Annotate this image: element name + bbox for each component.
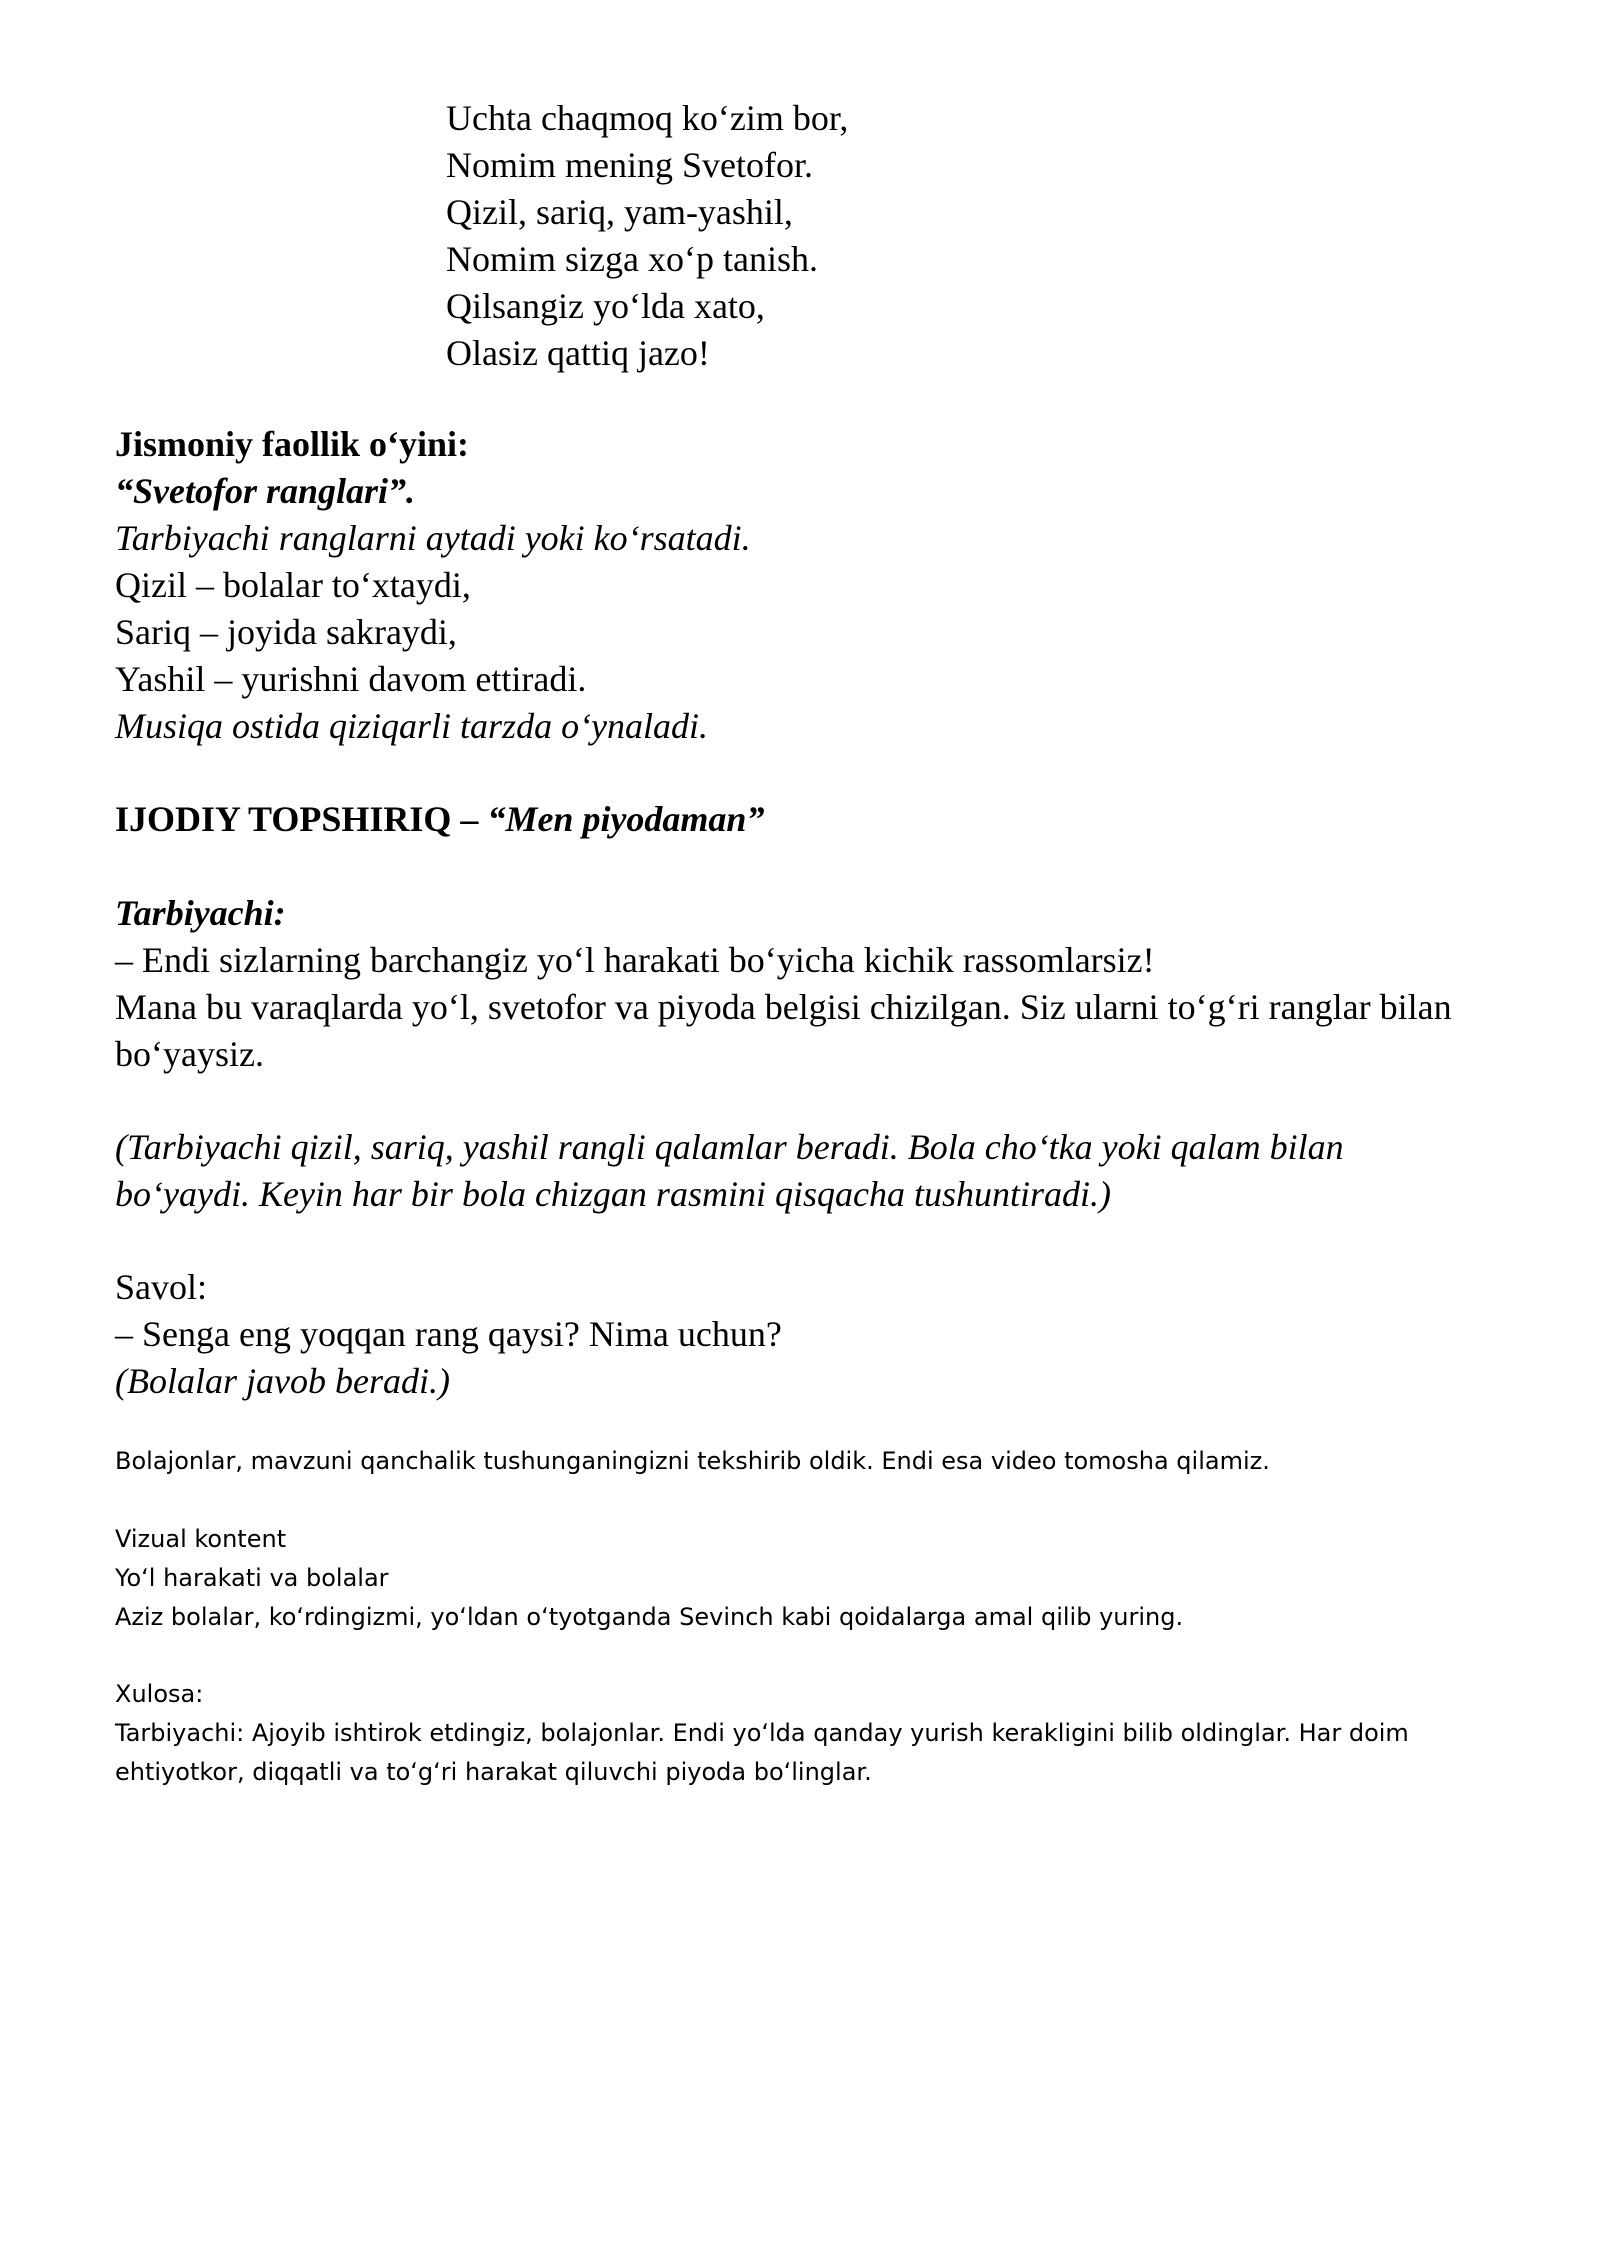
visual-text: Aziz bolalar, koʻrdingizmi, yoʻldan oʻtyotganda Sevinch kabi qoidalarga amal qilib yuring. xyxy=(115,1603,1184,1631)
visual-section xyxy=(115,1520,1535,1637)
question-answer: (Bolalar javob beradi.) xyxy=(115,1361,450,1401)
question-section xyxy=(115,1264,1535,1405)
poem-line: Uchta chaqmoq koʻzim bor, xyxy=(446,98,849,138)
visual-label: Vizual kontent xyxy=(115,1525,287,1553)
summary-label: Xulosa: xyxy=(115,1680,204,1708)
game-rule: Qizil – bolalar toʻxtaydi, xyxy=(115,565,471,605)
summary-text: Tarbiyachi: Ajoyib ishtirok etdingiz, bolajonlar. Endi yoʻlda qanday yurish kerakligini bilib oldinglar. Har doim ehtiyotkor, diqqatli va toʻgʻri harakat qiluvchi piyoda boʻlinglar. xyxy=(115,1719,1409,1786)
instruction xyxy=(115,1124,1475,1218)
game-heading: Jismoniy faollik oʻyini: xyxy=(115,424,470,464)
poem-line: Nomim mening Svetofor. xyxy=(446,145,813,185)
teacher-section xyxy=(115,890,1555,1078)
teacher-line: Mana bu varaqlarda yoʻl, svetofor va piyoda belgisi chizilgan. Siz ularni toʻgʻri ranglar bilan boʻyaysiz. xyxy=(115,987,1452,1074)
instruction-text: (Tarbiyachi qizil, sariq, yashil rangli qalamlar beradi. Bola choʻtka yoki qalam bilan boʻyaydi. Keyin har bir bola chizgan rasmini qisqacha tushuntiradi.) xyxy=(115,1127,1344,1214)
visual-title: Yoʻl harakati va bolalar xyxy=(115,1564,389,1592)
game-rule: Yashil – yurishni davom ettiradi. xyxy=(115,659,587,699)
teacher-line: – Endi sizlarning barchangiz yoʻl harakati boʻyicha kichik rassomlarsiz! xyxy=(115,940,1155,980)
game-rule: Sariq – joyida sakraydi, xyxy=(115,612,457,652)
question-text: – Senga eng yoqqan rang qaysi? Nima uchun? xyxy=(115,1314,782,1354)
poem-line: Olasiz qattiq jazo! xyxy=(446,333,710,373)
game-intro: Tarbiyachi ranglarni aytadi yoki koʻrsatadi. xyxy=(115,518,751,558)
check-text: Bolajonlar, mavzuni qanchalik tushunganingizni tekshirib oldik. Endi esa video tomosha qilamiz. xyxy=(115,1447,1270,1475)
task-heading-title: “Men piyodaman” xyxy=(487,799,765,839)
question-label: Savol: xyxy=(115,1267,208,1307)
game-note: Musiqa ostida qiziqarli tarzda oʻynaladi. xyxy=(115,706,709,746)
poem-line: Qilsangiz yoʻlda xato, xyxy=(446,286,765,326)
game-name: “Svetofor ranglari”. xyxy=(115,471,416,511)
summary-section xyxy=(115,1675,1435,1792)
teacher-label: Tarbiyachi: xyxy=(115,893,286,933)
task-heading xyxy=(115,796,1535,843)
poem-line: Qizil, sariq, yam-yashil, xyxy=(446,192,793,232)
poem xyxy=(446,95,1346,377)
game-section xyxy=(115,421,1535,750)
check-section xyxy=(115,1442,1535,1481)
poem-line: Nomim sizga xoʻp tanish. xyxy=(446,239,818,279)
task-heading-prefix: IJODIY TOPSHIRIQ – xyxy=(115,799,488,839)
